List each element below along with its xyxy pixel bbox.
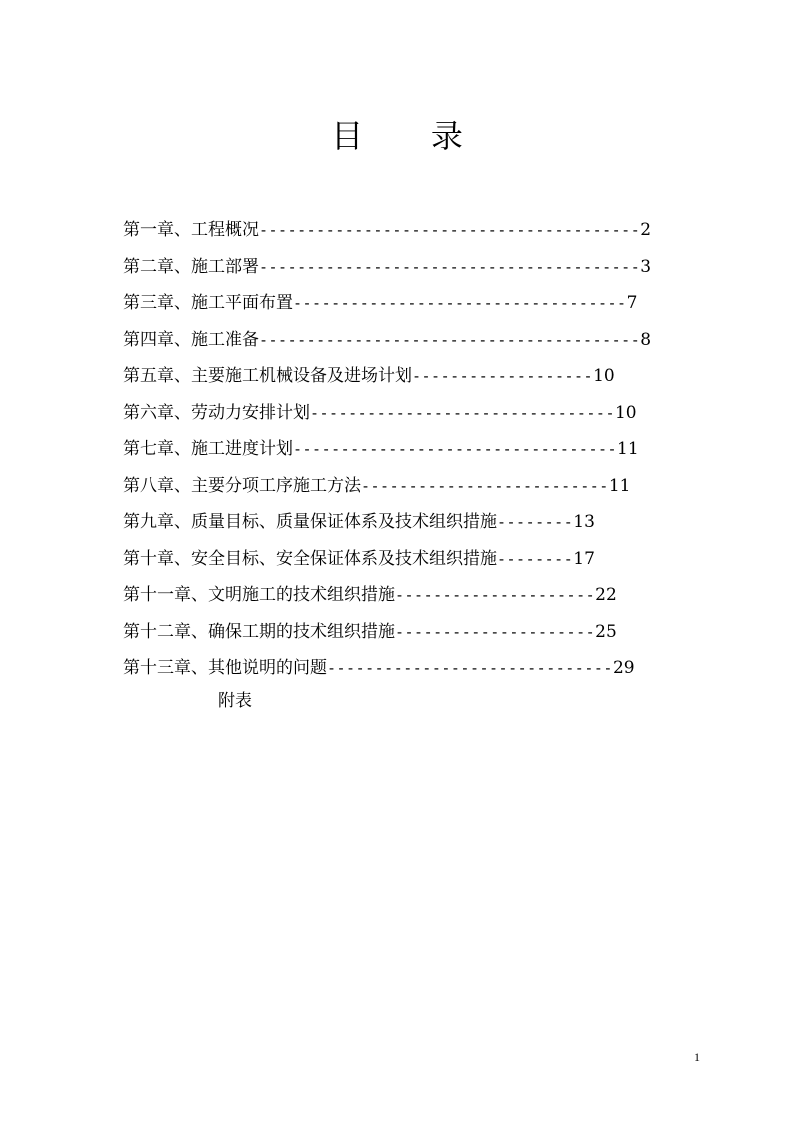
toc-entry[interactable] xyxy=(123,322,663,359)
toc-entry-page: 7 xyxy=(626,293,638,313)
toc-entry-page: 2 xyxy=(640,220,652,240)
toc-entry[interactable] xyxy=(123,212,663,249)
toc-entry-label: 第十一章、文明施工的技术组织措施 xyxy=(123,585,395,605)
toc-entry-page: 17 xyxy=(573,548,595,569)
toc-entry[interactable] xyxy=(123,249,663,286)
toc-entry-label: 第十二章、确保工期的技术组织措施 xyxy=(123,621,395,642)
toc-entry[interactable] xyxy=(123,468,663,505)
toc-entry-page: 25 xyxy=(595,621,617,642)
toc-entry-leader: -------- xyxy=(497,513,574,531)
toc-entry-page: 29 xyxy=(612,658,635,678)
toc-entry-label: 第三章、施工平面布置 xyxy=(123,293,293,313)
toc-entry[interactable] xyxy=(123,614,663,651)
toc-entry[interactable] xyxy=(123,431,663,468)
toc-entry-leader: ----------------------------------- xyxy=(293,294,627,312)
toc-entry-label: 第五章、主要施工机械设备及进场计划 xyxy=(123,366,412,386)
toc-entry-leader: -------------------------- xyxy=(361,476,609,495)
toc-entry-page: 3 xyxy=(640,256,652,277)
toc-entry-label: 第六章、劳动力安排计划 xyxy=(123,402,310,423)
toc-entry-page: 13 xyxy=(573,512,595,532)
page-number: 1 xyxy=(694,1050,700,1064)
toc-entry-leader: ------------------------------ xyxy=(327,659,613,677)
toc-entry-leader: ---------------------------------------- xyxy=(259,221,641,239)
toc-entry-leader: -------------------------------- xyxy=(310,403,615,422)
toc-entry-label: 第四章、施工准备 xyxy=(123,329,259,350)
table-of-contents xyxy=(123,212,663,687)
toc-entry-page: 11 xyxy=(617,439,639,459)
toc-entry-page: 11 xyxy=(608,475,631,496)
toc-entry-leader: -------- xyxy=(497,549,574,568)
toc-entry-label: 第十三章、其他说明的问题 xyxy=(123,658,327,678)
page-title: 目 录 xyxy=(331,117,492,155)
toc-appendix[interactable]: 附表 xyxy=(218,691,252,711)
toc-entry[interactable] xyxy=(123,650,663,687)
toc-entry-label: 第十章、安全目标、安全保证体系及技术组织措施 xyxy=(123,548,497,569)
toc-entry-page: 8 xyxy=(640,329,652,350)
toc-entry[interactable] xyxy=(123,504,663,541)
toc-entry-label: 第七章、施工进度计划 xyxy=(123,439,293,459)
toc-entry-page: 22 xyxy=(595,585,617,605)
toc-entry-page: 10 xyxy=(593,366,615,386)
toc-entry-label: 第八章、主要分项工序施工方法 xyxy=(123,475,361,496)
toc-entry-leader: ---------------------------------- xyxy=(293,440,618,458)
toc-entry-leader: --------------------- xyxy=(395,622,596,641)
toc-entry-leader: ---------------------------------------- xyxy=(259,257,641,276)
toc-entry[interactable] xyxy=(123,285,663,322)
toc-entry-leader: ---------------------------------------- xyxy=(259,330,641,349)
toc-entry-label: 第二章、施工部署 xyxy=(123,256,259,277)
toc-entry-label: 第九章、质量目标、质量保证体系及技术组织措施 xyxy=(123,512,497,532)
toc-entry[interactable] xyxy=(123,577,663,614)
toc-entry-leader: --------------------- xyxy=(395,586,596,604)
toc-entry-label: 第一章、工程概况 xyxy=(123,220,259,240)
toc-entry[interactable] xyxy=(123,541,663,578)
toc-entry-page: 10 xyxy=(614,402,637,423)
toc-entry[interactable] xyxy=(123,358,663,395)
toc-entry-leader: ------------------- xyxy=(412,367,594,385)
toc-entry[interactable] xyxy=(123,395,663,432)
